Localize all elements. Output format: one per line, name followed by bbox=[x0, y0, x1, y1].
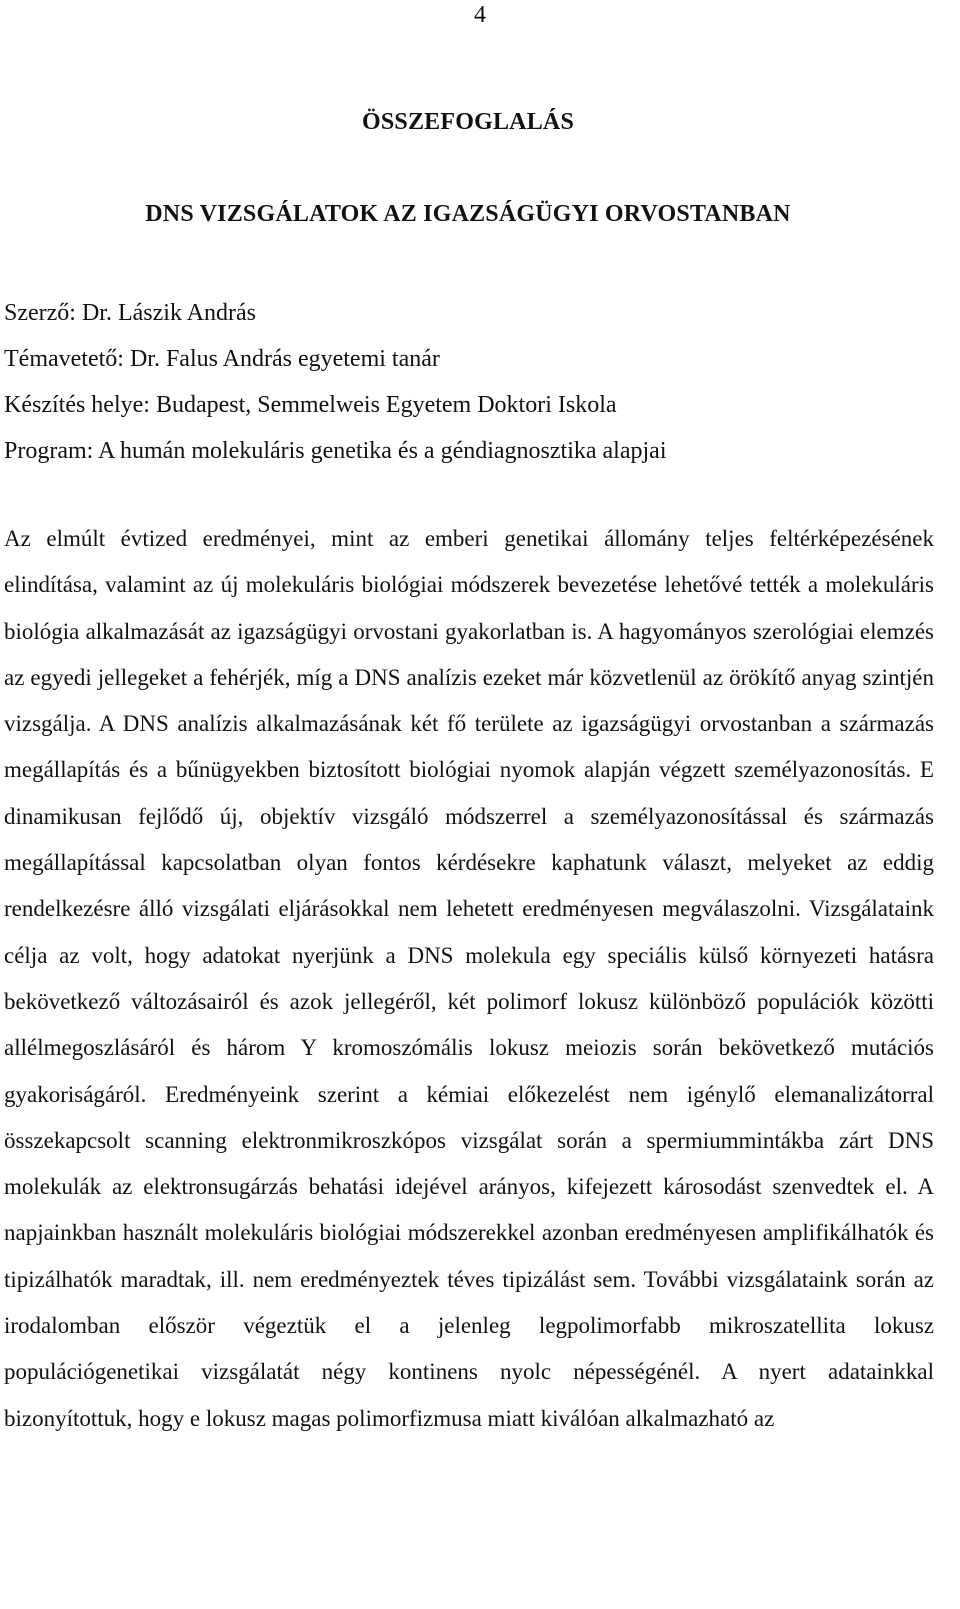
place-line: Készítés helye: Budapest, Semmelweis Egyetem Doktori Iskola bbox=[4, 392, 617, 418]
abstract-paragraph: Az elmúlt évtized eredményei, mint az emberi genetikai állomány teljes feltérképezésének elindítása, valamint az új molekuláris biológiai módszerek bevezetése lehetővé tették a molekuláris biológia alkalmazását az igazságügyi orvostani gyakorlatban is. A hagyományos szerológiai elemzés az egyedi jellegeket a fehérjék, míg a DNS analízis ezeket már közvetlenül az örökítő anyag szintjén vizsgálja. A DNS analízis alkalmazásának két fő területe az igazságügyi orvostanban a származás megállapítás és a bűnügyekben biztosított biológiai nyomok alapján végzett személyazonosítás. E dinamikusan fejlődő új, objektív vizsgáló módszerrel a személyazonosítással és származás megállapítással kapcsolatban olyan fontos kérdésekre kaphatunk választ, melyeket az eddig rendelkezésre álló vizsgálati eljárásokkal nem lehetett eredményesen megválaszolni. Vizsgálataink célja az volt, hogy adatokat nyerjünk a DNS molekula egy speciális külső környezeti hatásra bekövetkező változásairól és azok jellegéről, két polimorf lokusz különböző populációk közötti allélmegoszlásáról és három Y kromoszómális lokusz meiozis során bekövetkező mutációs gyakoriságáról. Eredményeink szerint a kémiai előkezelést nem igénylő elemanalizátorral összekapcsolt scanning elektronmikroszkópos vizsgálat során a spermiummintákba zárt DNS molekulák az elektronsugárzás behatási idejével arányos, kifejezett károsodást szenvedtek el. A napjainkban használt molekuláris biológiai módszerekkel azonban eredményesen amplifikálhatók és tipizálhatók maradtak, ill. nem eredményeztek téves tipizálást sem. További vizsgálataink során az irodalomban először végeztük el a jelenleg legpolimorfabb mikroszatellita lokusz populációgenetikai vizsgálatát négy kontinens nyolc népességénél. A nyert adatainkkal bizonyítottuk, hogy e lokusz magas polimorfizmusa miatt kiválóan alkalmazható az bbox=[4, 526, 934, 1431]
supervisor-line: Témavetető: Dr. Falus András egyetemi tanár bbox=[4, 346, 440, 372]
thesis-metadata bbox=[4, 290, 934, 474]
thesis-title: DNS VIZSGÁLATOK AZ IGAZSÁGÜGYI ORVOSTANBAN bbox=[145, 201, 791, 227]
section-heading: ÖSSZEFOGLALÁS bbox=[361, 109, 574, 135]
author-line: Szerző: Dr. Lászik András bbox=[4, 300, 256, 326]
program-line: Program: A humán molekuláris genetika és a géndiagnosztika alapjai bbox=[4, 438, 667, 464]
page-number: 4 bbox=[474, 2, 486, 28]
